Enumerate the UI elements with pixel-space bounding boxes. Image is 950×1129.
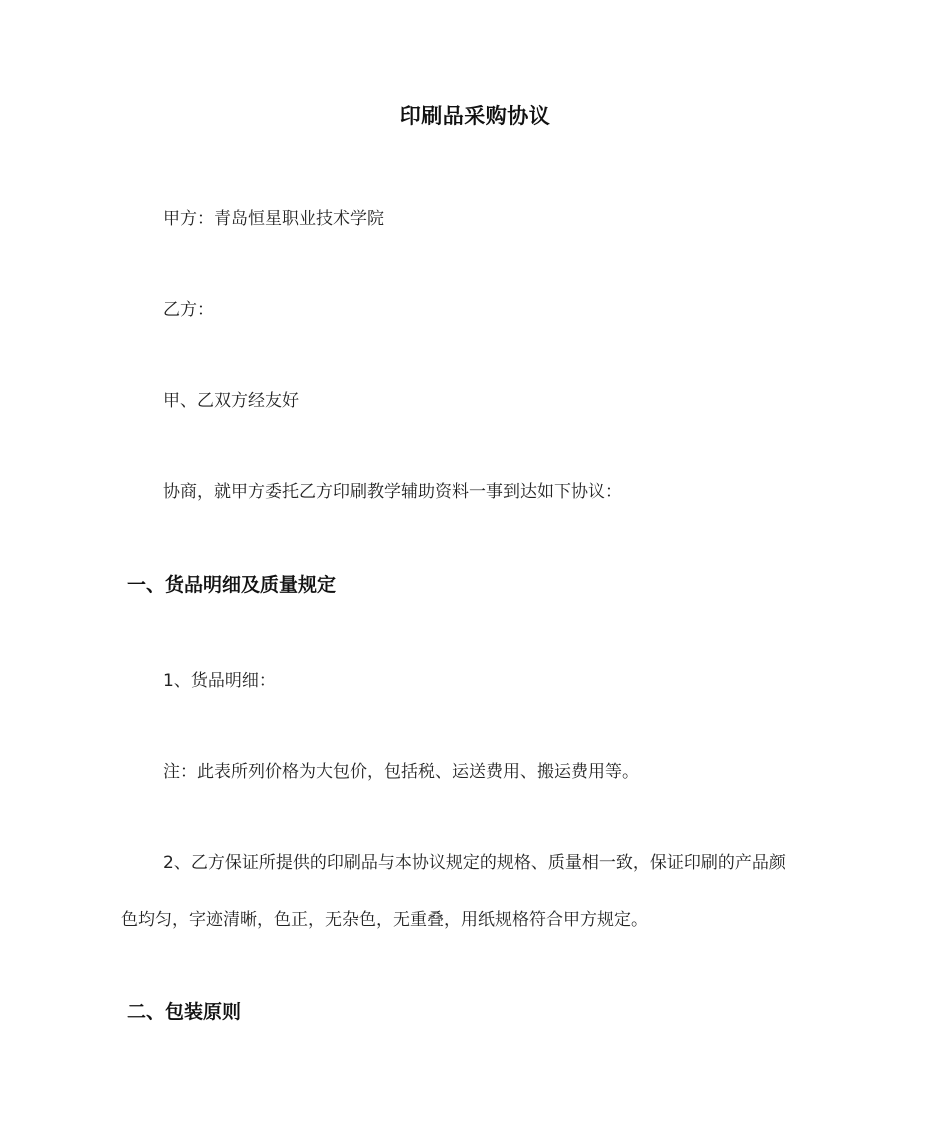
party-b-line: 乙方： — [163, 300, 214, 320]
item-1-line: 1、货品明细： — [163, 671, 276, 691]
document-title: 印刷品采购协议 — [399, 104, 551, 128]
intro-line-2: 协商，就甲方委托乙方印刷教学辅助资料一事到达如下协议： — [163, 482, 622, 502]
price-note: 注：此表所列价格为大包价，包括税、运送费用、搬运费用等。 — [163, 762, 639, 782]
party-a-line: 甲方：青岛恒星职业技术学院 — [163, 209, 384, 229]
section-2-heading: 二、包装原则 — [127, 1001, 242, 1023]
item-2-line-1: 2、乙方保证所提供的印刷品与本协议规定的规格、质量相一致，保证印刷的产品颜 — [163, 853, 786, 873]
item-2-line-2: 色均匀，字迹清晰，色正，无杂色，无重叠，用纸规格符合甲方规定。 — [121, 910, 648, 930]
intro-line-1: 甲、乙双方经友好 — [163, 391, 299, 411]
section-1-heading: 一、货品明细及质量规定 — [127, 574, 337, 596]
